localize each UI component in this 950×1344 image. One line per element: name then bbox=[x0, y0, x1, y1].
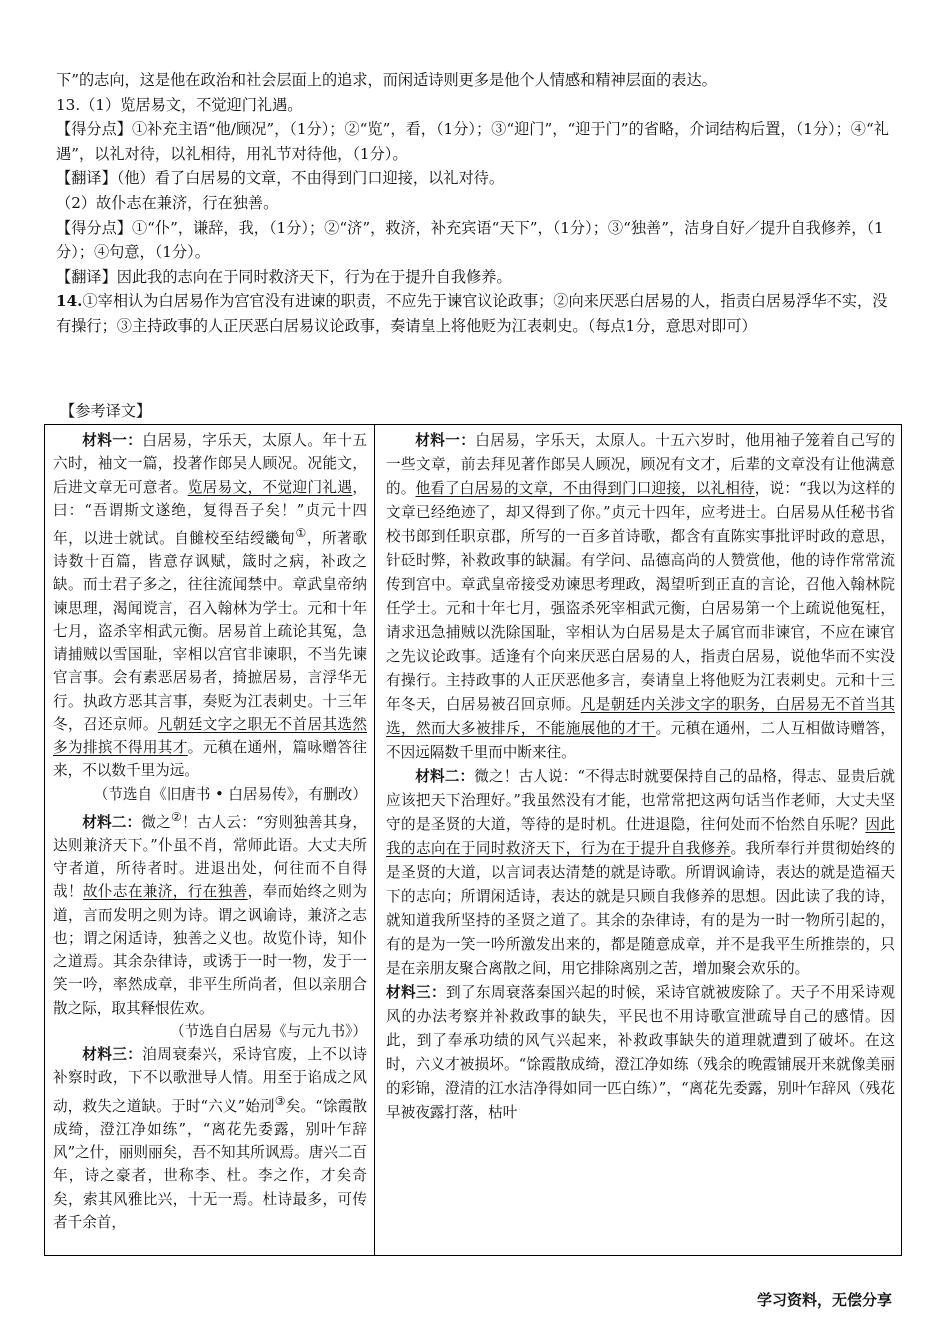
reference-translation-title: 【参考译文】 bbox=[60, 402, 152, 420]
text-run: ，所著歌诗数十百篇，皆意存讽赋，箴时之病，补政之缺。而士君子多之，往往流闻禁中。章武皇帝纳谏思理，渴闻谠言，召入翰林为学士。元和十年七月，盗杀宰相武元衡。居易首上疏论其冤，急请捕贼以雪国耻，宰相以宫官非谏职，不当先谏官言事。会有素恶居易者，掎摭居易，言浮华无行。执政方恶其言事，奏贬为江表刺史。十三年冬，召还京师。 bbox=[53, 529, 367, 733]
text-run: ，曰：“吾谓斯文遂绝，复得吾子矣！”贞元十四年，以进士就试。自雠校至结绶畿甸 bbox=[53, 478, 367, 547]
underlined-sentence: 凡是朝廷内关涉文字的职务，白居易无不首当其选，然而大多被排斥，不能施展他的才干 bbox=[386, 696, 895, 737]
text-run: ，说：“我以为这样的文章已经绝迹了，却又得到了你。”贞元十四年，应考进士。白居易从任秘书省校书郎到任职京郡，所写的一百多首诗歌，都含有直陈实事批评时政的意思，针砭时弊，补救政事的缺漏。有学问、品德高尚的人赞赏他，他的诗作常常流传到宫中。章武皇帝接受劝谏思考理政，渴望听到正直的言论，召他入翰林院任学士。元和十年七月，强盗杀死宰相武元衡，白居易第一个上疏说他冤枉，请求迅急捕贼以洗除国耻，宰相认为白居易是太子属官而非谏官，不应在谏官之先议论政事。适逢有个向来厌恶白居易的人，指责白居易，说他华而不实没有操行。主持政事的人正厌恶他多言，奏请皇上将他贬为江表刺史。元和十三年冬天，白居易被召回京师。 bbox=[386, 480, 895, 713]
underlined-sentence: 他看了白居易的文章，不由得到门口迎接，以礼相待 bbox=[415, 480, 755, 497]
left-material-1 bbox=[53, 429, 367, 783]
footnote-mark: ③ bbox=[274, 1093, 286, 1108]
material-label: 材料二： bbox=[82, 813, 142, 831]
text-run: 。元稹在通州，二人互相做诗赠答，不因远隔数千里而中断来往。 bbox=[386, 720, 895, 761]
text-run: 到了东周衰落秦国兴起的时候，采诗官就被废除了。天子不用采诗观风的办法考察并补救政事的缺失，平民也不用诗歌宣泄疏导自己的感情。因此，到了奉承功绩的风气兴起来，补救政事缺失的道理就遭到了破坏。在这时，六义才被损坏。“馀霞散成绮，澄江净如练（残余的晚霞铺展开来就像美丽的彩锦，澄清的江水洁净得如同一匹白练）”，“离花先委露，别叶乍辞风（残花早被夜露打落，枯叶 bbox=[386, 984, 895, 1121]
q13-1-score-points: 【得分点】①补充主语“他/顾况”，（1分）；②“览”，看，（1分）；③“迎门”，“迎于门”的省略，介词结构后置，（1分）；④“礼遇”，以礼对待，以礼相待，用礼节对待他，（1分）。 bbox=[56, 120, 889, 163]
material-label: 材料三： bbox=[386, 984, 446, 1001]
q14-answer bbox=[56, 289, 894, 338]
underlined-sentence: 览居易文，不觉迎门礼遇 bbox=[187, 478, 353, 496]
material-label: 材料二： bbox=[415, 768, 475, 785]
q13-2-translation: 【翻译】因此我的志向在于同时救济天下，行为在于提升自我修养。 bbox=[56, 267, 512, 286]
text-run: 白居易，字乐天，太原人。年十五六时，袖文一篇，投著作郎吴人顾况。况能文，后进文章无可意者。 bbox=[53, 432, 367, 496]
footer-note: 学习资料，无偿分享 bbox=[756, 1291, 892, 1309]
right-material-2 bbox=[386, 765, 895, 981]
text-run: 洎周衰秦兴，采诗官废，上不以诗补察时政，下不以歌泄导人情。用至于谄成之风动，救失之道缺。于时“六义”始刓 bbox=[53, 1046, 367, 1115]
translation-table bbox=[44, 424, 902, 1256]
text-run: 。我所奉行并贯彻始终的是圣贤的大道，以言词表达清楚的就是诗歌。所谓讽谕诗，表达的就是造福天下的志向；所谓闲适诗，表达的就是只顾自我修养的思想。因此读了我的诗，就知道我所坚持的圣贤之道了。其余的杂律诗，有的是为一时一物所引起的，有的是为一笑一吟所激发出来的，都是随意成章，并不是我平生所推崇的，只是在亲朋友聚合离散之间，用它排除离别之苦，增加聚会欢乐的。 bbox=[386, 840, 895, 977]
source-citation: （节选自白居易《与元九书》） bbox=[169, 1022, 367, 1040]
q13-2-heading: （2）故仆志在兼济，行在独善。 bbox=[56, 193, 279, 212]
text-run: 矣。“馀霞散成绮，澄江净如练”，“离花先委露，别叶乍辞风”之什，丽则丽矣，吾不知其所讽焉。唐兴二百年，诗之豪者，世称李、杜。李之作，才矣奇矣，索其风雅比兴，十无一焉。杜诗最多，可传者千余首， bbox=[53, 1097, 367, 1231]
answer-section bbox=[56, 68, 894, 339]
footnote-mark: ② bbox=[170, 809, 183, 824]
answer-line: 下”的志向，这是他在政治和社会层面上的追求，而闲适诗则更多是他个人情感和精神层面的表达。 bbox=[56, 71, 717, 89]
left-material-2 bbox=[53, 806, 367, 1020]
material-label: 材料一： bbox=[415, 432, 476, 449]
translation-column bbox=[376, 425, 902, 1255]
underlined-sentence: 凡朝廷文字之职无不首居其选然多为排摈不得用其才 bbox=[53, 715, 367, 757]
underlined-sentence: 因此我的志向在于同时救济天下，行为在于提升自我修养 bbox=[386, 816, 895, 857]
q13-1-translation: 【翻译】（他）看了白居易的文章，不由得到门口迎接，以礼对待。 bbox=[56, 169, 505, 188]
left-material-3 bbox=[53, 1043, 367, 1234]
text-run: 。元稹在通州，篇咏赠答往来，不以数千里为远。 bbox=[53, 739, 367, 780]
text-run: ，奉而始终之则为道，言而发明之则为诗。谓之讽谕诗，兼济之志也；谓之闲适诗，独善之义也。故览仆诗，知仆之道焉。其余杂律诗，或诱于一时一物，发于一笑一吟，率然成章，非平生所尚者，但以亲朋合散之际，取其释恨佐欢。 bbox=[53, 883, 367, 1017]
source-citation: （节选自《旧唐书 • 白居易传》，有删改） bbox=[93, 785, 367, 803]
text-run: 白居易，字乐天，太原人。十五六岁时，他用袖子笼着自己写的一些文章，前去拜见著作郎吴人顾况，顾况有文才，后辈的文章没有让他满意的。 bbox=[386, 432, 895, 497]
q14-number: 14. bbox=[56, 292, 83, 311]
text-run: 微之 bbox=[141, 813, 171, 831]
material-label: 材料三： bbox=[82, 1046, 143, 1064]
right-material-3 bbox=[386, 981, 895, 1125]
text-run: ！古人云：“穷则独善其身，达则兼济天下。”仆虽不肖，常师此语。大丈夫所守者道，所待者时。进退出处，何往而不自得哉！ bbox=[53, 813, 367, 901]
q13-heading: 13.（1）览居易文，不觉迎门礼遇。 bbox=[56, 95, 303, 114]
text-run: 微之！古人说：“不得志时就要保持自己的品格，得志、显贵后就应该把天下治理好。”我虽然没有才能，也常常把这两句话当作老师，大丈夫坚守的是圣贤的大道，等待的是时机。仕进退隐，往何处而不怡然自乐呢？ bbox=[386, 768, 895, 833]
right-material-1 bbox=[386, 429, 895, 765]
original-text-column bbox=[45, 425, 375, 1255]
footnote-mark: ① bbox=[295, 526, 307, 540]
underlined-sentence: 故仆志在兼济，行在独善 bbox=[82, 883, 248, 901]
material-label: 材料一： bbox=[82, 432, 143, 449]
q13-2-score-points: 【得分点】①“仆”，谦辞，我，（1分）；②“济”，救济，补充宾语“天下”，（1分）；③“独善”，洁身自好／提升自我修养，（1分）；④句意，（1分）。 bbox=[56, 218, 884, 262]
q14-text: ①宰相认为白居易作为宫官没有进谏的职责，不应先于谏官议论政事；②向来厌恶白居易的人，指责白居易浮华不实，没有操行；③主持政事的人正厌恶白居易议论政事，奏请皇上将他贬为江表刺史。（每点1分，意思对即可） bbox=[56, 292, 888, 335]
